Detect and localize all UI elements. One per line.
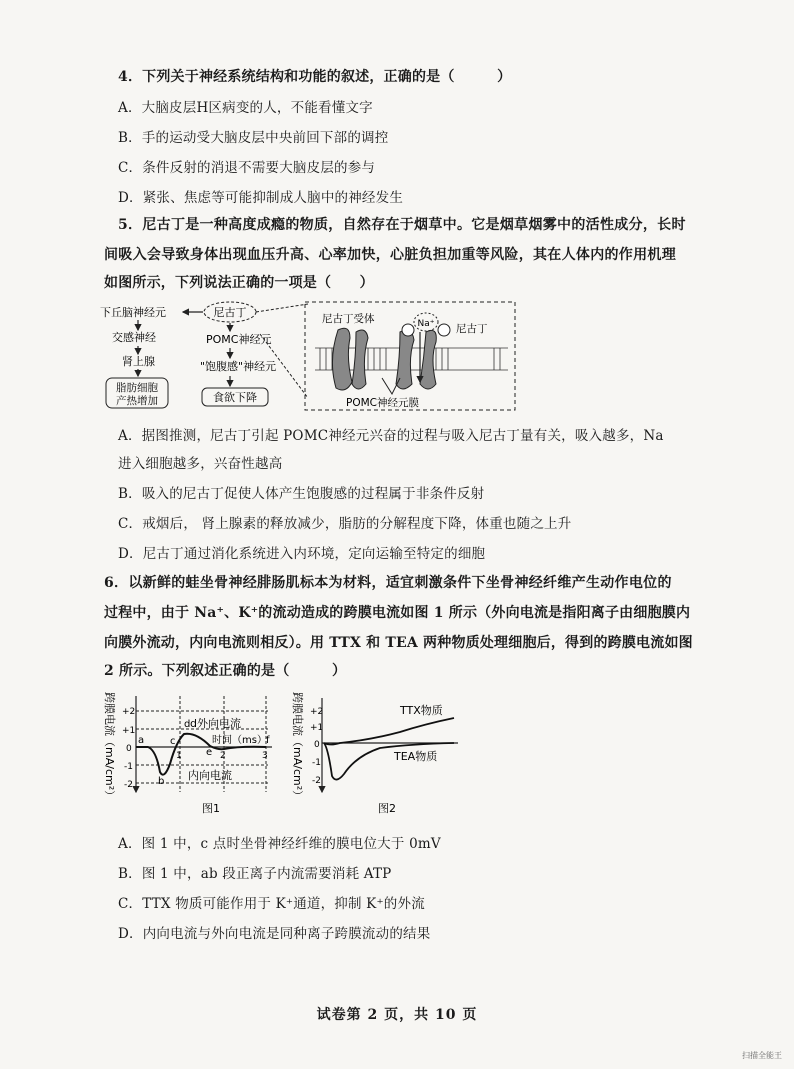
- fat-label-1: 脂肪细胞: [116, 382, 158, 394]
- q5-stem-line2: 间吸入会导致身体出现血压升高、心率加快，心脏负担加重等风险，其在人体内的作用机理: [104, 247, 676, 263]
- fig1-ytick-p2: +2: [122, 707, 136, 717]
- fig1-ytick-m2: -2: [124, 780, 133, 790]
- q5-stem-line3: 如图所示，下列说法正确的一项是（ ）: [104, 275, 374, 291]
- fig1-point-a: a: [138, 735, 145, 746]
- nicotine-molecule-2: [438, 324, 450, 336]
- fig2-ylabel: 跨膜电流（mA/cm²）: [291, 692, 304, 802]
- fig1-point-d: d: [184, 719, 191, 730]
- receptor-closed-left: [332, 328, 352, 390]
- na-ion-label: Na⁺: [417, 319, 435, 329]
- nicotine-label: 尼古丁: [213, 306, 247, 319]
- fig1-yticks: [122, 707, 135, 790]
- fig1-point-c: c: [170, 736, 176, 747]
- satiety-label: "饱腹感"神经元: [200, 360, 277, 373]
- q5-mechanism-diagram: [100, 298, 660, 416]
- scanner-watermark: 扫描全能王: [742, 1051, 782, 1060]
- fig1-outward-label: d外向电流: [190, 717, 241, 730]
- q6-option-a: A．图 1 中，c 点时坐骨神经纤维的膜电位大于 0mV: [118, 836, 441, 852]
- q6-option-c: C．TTX 物质可能作用于 K⁺通道，抑制 K⁺的外流: [118, 896, 425, 912]
- nicotine-molecule: [402, 324, 414, 336]
- fig2-tea-label: TEA物质: [394, 750, 438, 763]
- q4-option-a: A．大脑皮层H区病变的人，不能看懂文字: [118, 100, 373, 116]
- hypothalamus-label: 下丘脑神经元: [100, 306, 166, 319]
- q5-option-a-line2: 进入细胞越多，兴奋性越高: [118, 456, 283, 472]
- receptor-closed-right: [352, 330, 368, 389]
- fig1-point-f: f: [266, 735, 270, 746]
- page-footer: 试卷第 2 页，共 10 页: [316, 1007, 478, 1023]
- fig1-point-b: b: [158, 776, 165, 787]
- q4-option-b: B．手的运动受大脑皮层中央前回下部的调控: [118, 130, 389, 146]
- receptor-label: 尼古丁受体: [322, 313, 375, 325]
- pomc-label: POMC神经元: [206, 333, 272, 346]
- fig2-ytick-m2: -2: [312, 776, 321, 786]
- q5-option-a-line1: A．据图推测，尼古丁引起 POMC神经元兴奋的过程与吸入尼古丁量有关，吸入越多，Na: [118, 428, 664, 444]
- q6-stem-line3: 向膜外流动，内向电流则相反）。用 TTX 和 TEA 两种物质处理细胞后，得到的跨膜电流如图: [104, 635, 693, 651]
- q4-option-c: C．条件反射的消退不需要大脑皮层的参与: [118, 160, 376, 176]
- fig1-ytick-p1: +1: [122, 726, 136, 736]
- appetite-label: 食欲下降: [213, 391, 257, 404]
- q5-option-c: C．戒烟后， 肾上腺素的释放减少，脂肪的分解程度下降，体重也随之上升: [118, 516, 572, 532]
- q4-option-d: D．紧张、焦虑等可能抑制成人脑中的神经发生: [118, 190, 404, 206]
- fig1-ytick-0: 0: [126, 744, 132, 754]
- fig2-ytick-p2: +2: [310, 707, 324, 717]
- q5-stem-line1: 5．尼古丁是一种高度成瘾的物质，自然存在于烟草中。它是烟草烟雾中的活性成分，长时: [118, 217, 686, 233]
- fig2-ttx-curve: [324, 718, 454, 745]
- q6-stem-line4: 2 所示。下列叙述正确的是（ ）: [104, 663, 347, 679]
- adrenal-label: 肾上腺: [122, 355, 155, 368]
- figure-1: [100, 688, 280, 818]
- fig2-ytick-p1: +1: [310, 723, 324, 733]
- fig1-xtick-1: 1: [176, 751, 182, 761]
- fig1-xtick-3: 3: [262, 751, 268, 761]
- receptor-open-right: [420, 330, 436, 389]
- nicotine-label-2: 尼古丁: [456, 323, 488, 335]
- q5-option-b: B．吸入的尼古丁促使人体产生饱腹感的过程属于非条件反射: [118, 486, 485, 502]
- fig1-time-label: 时间（ms）: [212, 735, 267, 746]
- fig1-ylabel: 跨膜电流（mA/cm²）: [103, 692, 116, 802]
- fig1-point-e: e: [206, 747, 213, 758]
- membrane-label: POMC神经元膜: [346, 397, 419, 409]
- fig2-caption: 图2: [378, 802, 396, 815]
- fig2-yticks: [310, 707, 323, 786]
- fig1-inward-label: 内向电流: [188, 769, 232, 782]
- fig2-ytick-0: 0: [314, 740, 320, 750]
- q6-stem-line2: 过程中，由于 Na⁺、K⁺的流动造成的跨膜电流如图 1 所示（外向电流是指阳离子由细胞膜内: [104, 605, 691, 621]
- fig1-xtick-2: 2: [220, 751, 226, 761]
- fig2-ttx-label: TTX物质: [400, 704, 443, 717]
- q6-option-b: B．图 1 中，ab 段正离子内流需要消耗 ATP: [118, 866, 392, 882]
- fig1-xticks: [176, 751, 268, 761]
- figure-2: [290, 688, 470, 818]
- q6-option-d: D．内向电流与外向电流是同种离子跨膜流动的结果: [118, 926, 431, 942]
- fig2-ytick-m1: -1: [312, 758, 321, 768]
- fat-label-2: 产热增加: [116, 395, 158, 407]
- fig1-caption: 图1: [202, 802, 220, 815]
- q4-stem: 4．下列关于神经系统结构和功能的叙述，正确的是（ ）: [118, 69, 512, 85]
- sympathetic-label: 交感神经: [112, 331, 156, 344]
- fig1-ytick-m1: -1: [124, 762, 133, 772]
- q5-option-d: D．尼古丁通过消化系统进入内环境，定向运输至特定的细胞: [118, 546, 486, 562]
- q6-stem-line1: 6．以新鲜的蛙坐骨神经腓肠肌标本为材料，适宜刺激条件下坐骨神经纤维产生动作电位的: [104, 575, 672, 591]
